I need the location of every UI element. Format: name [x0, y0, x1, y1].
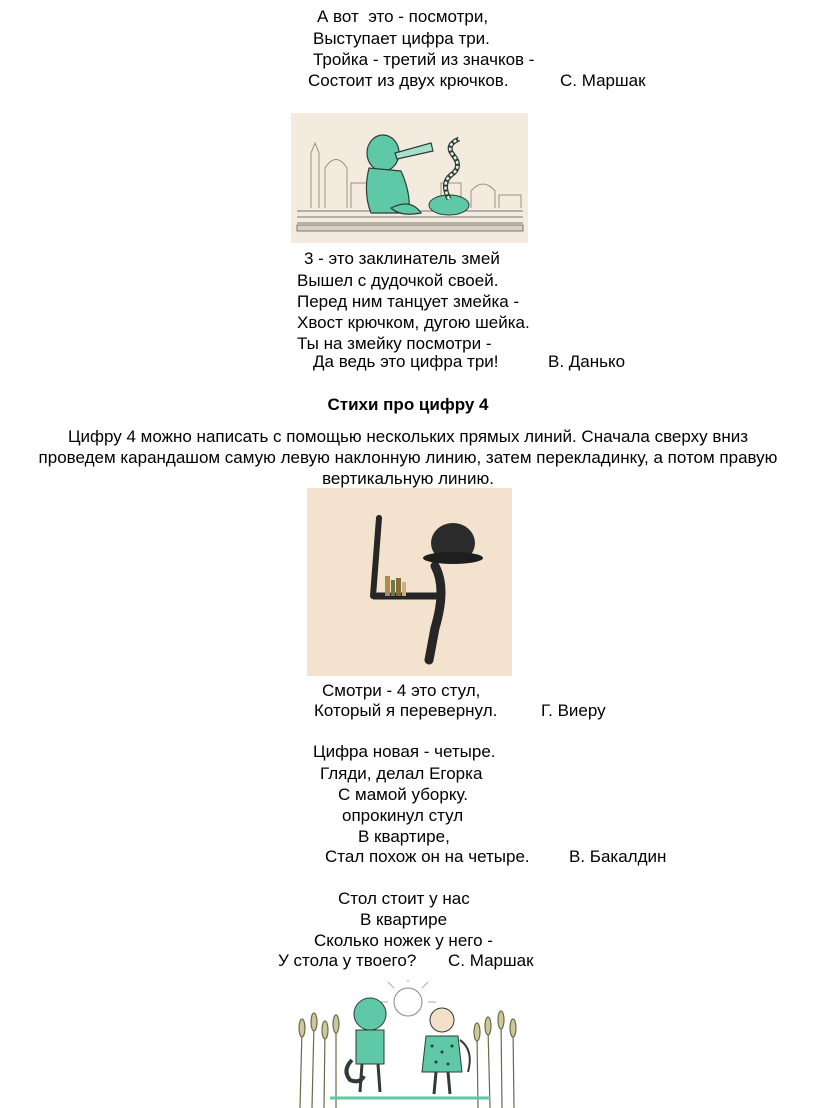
poem-line: Сколько ножек у него - — [314, 931, 493, 950]
section-heading: Стихи про цифру 4 — [327, 395, 489, 414]
poem-line: Гляди, делал Егорка — [320, 764, 483, 783]
poem-line: Тройка - третий из значков - — [313, 50, 535, 69]
poem-line: Стал похож он на четыре. — [325, 847, 530, 866]
poem-line: 3 - это заклинатель змей — [304, 249, 500, 268]
paragraph-line: вертикальную линию. — [322, 469, 494, 488]
poem-line: Который я перевернул. — [314, 701, 498, 720]
poem-author: С. Маршак — [560, 71, 646, 90]
poem-line: Стол стоит у нас — [338, 889, 470, 908]
poem-line: Ты на змейку посмотри - — [297, 334, 492, 353]
chair-shelf-photo — [307, 488, 512, 676]
snake-charmer-illustration — [291, 113, 528, 243]
poem-line: опрокинул стул — [342, 806, 464, 825]
poem-line: Вышел с дудочкой своей. — [297, 271, 499, 290]
field-kids-illustration — [290, 980, 526, 1108]
poem-line: Хвост крючком, дугою шейка. — [297, 313, 530, 332]
poem-line: С мамой уборку. — [338, 785, 468, 804]
poem-author: В. Бакалдин — [569, 847, 667, 866]
paragraph-line: проведем карандашом самую левую наклонную линию, затем перекладинку, а потом правую — [38, 448, 778, 467]
poem-author: В. Данько — [548, 352, 626, 371]
poem-line: Да ведь это цифра три! — [313, 352, 499, 371]
poem-line: Смотри - 4 это стул, — [322, 681, 481, 700]
poem-line: В квартире, — [358, 827, 450, 846]
paragraph-line: Цифру 4 можно написать с помощью нескольких прямых линий. Сначала сверху вниз — [67, 427, 749, 446]
poem-line: А вот это - посмотри, — [317, 7, 489, 26]
poem-line: В квартире — [360, 910, 448, 929]
poem-line: Состоит из двух крючков. — [308, 71, 509, 90]
poem-author: Г. Виеру — [541, 701, 606, 720]
poem-line: Перед ним танцует змейка - — [297, 292, 520, 311]
poem-line: У стола у твоего? — [278, 951, 417, 970]
poem-line: Цифра новая - четыре. — [313, 742, 496, 761]
poem-line: Выступает цифра три. — [313, 29, 490, 48]
poem-author: С. Маршак — [448, 951, 534, 970]
